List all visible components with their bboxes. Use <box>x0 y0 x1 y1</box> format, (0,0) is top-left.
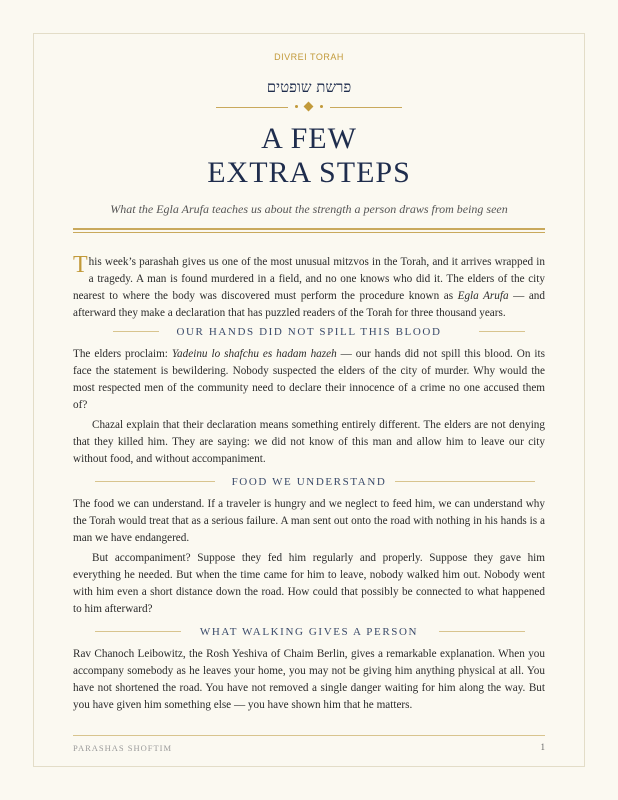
intro-text-a: his week’s parashah gives us one of the most unusual mitzvos in the Torah, and it arrives wrapped in a tragedy. A man is found murdered in a field, and no one knows who did it. The elders of the city nearest to where the body was discovered must perform the procedure known as <box>73 256 545 302</box>
header-rule <box>73 228 545 233</box>
footer-parasha: PARASHAS SHOFTIM <box>73 743 173 753</box>
footer-rule <box>73 735 545 736</box>
page-number: 1 <box>540 742 545 752</box>
section-heading-1 <box>73 322 545 346</box>
section-heading-label: WHAT WALKING GIVES A PERSON <box>199 626 419 638</box>
title-line-1: A FEW <box>261 122 357 155</box>
subtitle: What the Egla Arufa teaches us about the strength a person draws from being seen <box>110 202 508 216</box>
s1p1-quote: Yadeinu lo shafchu es hadam hazeh <box>171 348 337 360</box>
hebrew-title: פרשת שופטים <box>266 78 352 96</box>
page-title <box>0 122 618 190</box>
title-line-2: EXTRA STEPS <box>207 156 411 189</box>
diamond-icon <box>304 102 314 112</box>
s1p1-b: — our hands did not spill this blood. On its face the statement is bewildering. Nobody suspected the elders of the city of murder. Why would the most respected men of the community need to declare their innocence of a crime no one accused them of? <box>73 348 545 411</box>
s1p1-a: The elders proclaim: <box>73 348 172 360</box>
intro-text-b: — and afterward they make a declaration that has puzzled readers of the Torah for three thousand years. <box>73 290 545 319</box>
section2-paragraph-1: The food we can understand. If a traveler is hungry and we neglect to feed him, we can understand why the Torah would treat that as a serious failure. A man sent out onto the road with nothing in his hands is a man we have endangered. <box>73 498 545 544</box>
section1-paragraph-1 <box>73 346 545 414</box>
section1-paragraph-2: Chazal explain that their declaration means something entirely different. The elders are not denying that they killed him. They are saying: we did not know of this man and allow him to leave our city without food, and without accompaniment. <box>73 419 545 465</box>
drop-cap: T <box>73 252 88 278</box>
section-heading-3 <box>73 622 545 646</box>
intro-term: Egla Arufa <box>457 290 509 302</box>
section-heading-2 <box>73 472 545 496</box>
article-body <box>73 254 545 714</box>
kicker: DIVREI TORAH <box>274 52 344 62</box>
section-heading-label: FOOD WE UNDERSTAND <box>231 476 387 488</box>
section2-paragraph-2: But accompaniment? Suppose they fed him regularly and properly. Suppose they gave him everything he needed. But when the time came for him to leave, nobody walked him out. Nobody went with him even a short distance down the road. How could that possibly be connected to what happened to him afterward? <box>73 552 545 615</box>
section3-paragraph-1: Rav Chanoch Leibowitz, the Rosh Yeshiva of Chaim Berlin, gives a remarkable explanation. When you accompany somebody as he leaves your home, you may not be giving him anything physical at all. You have not shortened the road. You have not removed a single danger waiting for him along the way. But you have given him something else — you have shown him that he matters. <box>73 648 545 711</box>
section-heading-label: OUR HANDS DID NOT SPILL THIS BLOOD <box>176 326 442 338</box>
title-ornament <box>216 100 402 114</box>
intro-paragraph <box>73 254 545 322</box>
